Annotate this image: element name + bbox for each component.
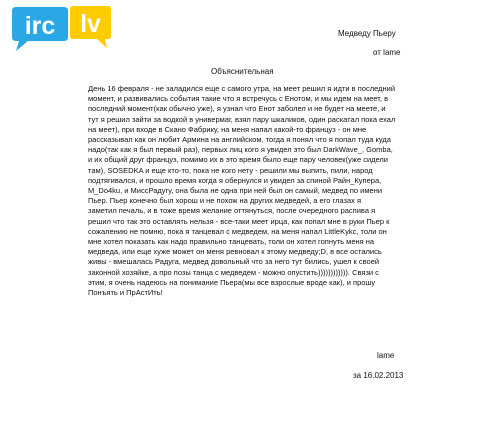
logo-text-irc: irc xyxy=(24,12,56,40)
signature-date: за 16.02.2013 xyxy=(353,371,404,380)
letter-body xyxy=(88,84,408,298)
letter-body-line: последний момент(как обычно уже), я узнал что Енот заболел и не будет на меете, и xyxy=(88,104,386,114)
letter-body-line: на меет), при входе в Скано Фабрику, на меня напал какой-то француз - он мне xyxy=(88,124,367,134)
letter-body-line: День 16 февраля - не заладился еще с самого утра, на меет решил я идти в последний xyxy=(88,84,396,93)
letter-body-line: решил что так это оставлять нельзя - все-таки меет ирца, как попал мне в руки Пьер к xyxy=(88,216,390,226)
letter-body-line: момент, и развивались события такие что я встречусь с Енотом, и мы идем на меет, в xyxy=(88,94,389,104)
letter-body-line: рассказывал как он любит Армина на английском, тогда я понял что я попал туда куда xyxy=(88,135,391,145)
logo-text-lv: lv xyxy=(80,10,101,38)
letter-body-line: надо(так как я был первый раз), первых лиц кого я увидел это был DarkWave_, Gomba, xyxy=(88,145,393,155)
letter-body-line: заметил печаль, и в тоже время желание оттянуться, после очередного распива я xyxy=(88,206,376,216)
letter-body-line: мне хотел показать как надо правильно танцевать, толи он хотел гопнуть меня на xyxy=(88,237,375,247)
letter-body-line: и их общий друг француз, помимо их в это время было еще пару человек(уже сидели xyxy=(88,155,388,165)
letter-body-line: этим, я очень надеюсь на понимание Пьера(мы все взрослые вроде как), и прошу xyxy=(88,277,376,287)
letter-body-line: тут я решил зайти за водкой в универмаг, взял пару шкаликов, один раскатал пока ехал xyxy=(88,114,396,124)
letter-body-line: M_Do4ku, и МиссРадугу, она была не одна при ней был он самый, медвед по имени xyxy=(88,186,383,196)
letter-body-line: живы - вмешалась Радуга, медвед довольный что за него тут бились, ушел к своей xyxy=(88,257,380,267)
signature-name: lame xyxy=(377,351,395,360)
letter-body-line: сожалению не помню, пока я танцевал с медведем, на меня напал LittleKykc, толи он xyxy=(88,226,387,236)
document-title: Объяснительная xyxy=(211,67,274,76)
sender-line: от lame xyxy=(373,48,401,57)
addressee-line: Медведу Пьеру xyxy=(338,29,396,38)
irc-lv-logo xyxy=(6,5,114,55)
letter-body-line: Понъять и ПрАстИть! xyxy=(88,288,163,298)
letter-body-line: подтягивался, и прошло время когда я обернулся и увидел за спиной Райн_Купера, xyxy=(88,175,382,185)
letter-body-line: там), SOSEDKA и еще кто-то, пока не кого нету - решили мы выпить, пили, народ xyxy=(88,165,373,175)
letter-body-line: медведа, или еще хуже может он меня ревновал к этому медведу;D, в все остались xyxy=(88,247,382,257)
letter-body-line: Пьер. Пьер конечно был хорош и не похож на других медведей, а его глазах я xyxy=(88,196,362,206)
letter-body-line: законной хозяйке, а про позы танца с медведем - можно опустить)))))))))))). Связи с xyxy=(88,267,379,277)
